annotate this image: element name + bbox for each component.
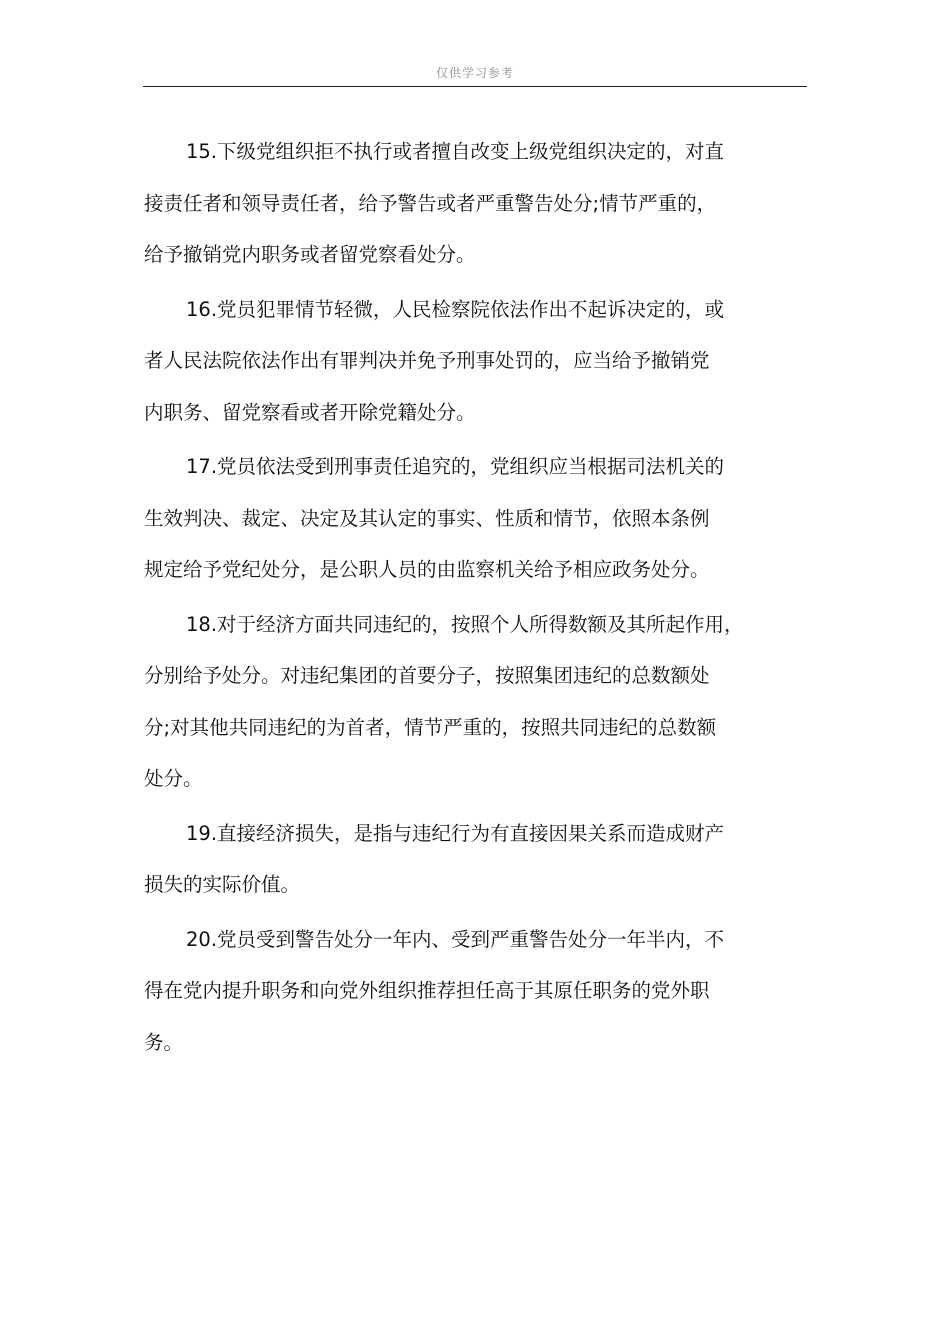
- paragraph-line: 分;对其他共同违纪的为首者，情节严重的，按照共同违纪的总数额: [144, 715, 717, 739]
- paragraph-16: [144, 284, 812, 439]
- paragraph-line: 接责任者和领导责任者，给予警告或者严重警告处分;情节严重的，: [144, 191, 717, 215]
- header-text: 仅供学习参考: [435, 66, 514, 80]
- paragraph-line: 16.党员犯罪情节轻微，人民检察院依法作出不起诉决定的，或: [186, 297, 725, 321]
- paragraph-19: [144, 808, 812, 911]
- paragraph-line: 损失的实际价值。: [144, 873, 301, 896]
- paragraph-line: 生效判决、裁定、决定及其认定的事实、性质和情节，依照本条例: [144, 506, 710, 530]
- paragraph-line: 20.党员受到警告处分一年内、受到严重警告处分一年半内，不: [186, 927, 725, 951]
- paragraph-line: 15.下级党组织拒不执行或者擅自改变上级党组织决定的，对直: [186, 140, 725, 163]
- paragraph-line: 19.直接经济损失，是指与违纪行为有直接因果关系而造成财产: [186, 821, 725, 845]
- page-header: [143, 62, 807, 87]
- paragraph-line: 内职务、留党察看或者开除党籍处分。: [144, 400, 476, 424]
- paragraph-line: 17.党员依法受到刑事责任追究的，党组织应当根据司法机关的: [186, 455, 725, 478]
- paragraph-line: 得在党内提升职务和向党外组织推荐担任高于其原任职务的党外职: [144, 979, 710, 1002]
- paragraph-line: 规定给予党纪处分，是公职人员的由监察机关给予相应政务处分。: [144, 558, 710, 581]
- paragraph-line: 者人民法院依法作出有罪判决并免予刑事处罚的，应当给予撤销党: [144, 349, 710, 372]
- paragraph-15: [144, 126, 812, 281]
- paragraph-line: 18.对于经济方面共同违纪的，按照个人所得数额及其所起作用，: [186, 612, 744, 636]
- paragraph-20: [144, 914, 812, 1069]
- paragraph-line: 分别给予处分。对违纪集团的首要分子，按照集团违纪的总数额处: [144, 664, 710, 687]
- paragraph-line: 处分。: [144, 767, 203, 790]
- paragraph-18: [144, 599, 812, 805]
- paragraph-line: 给予撤销党内职务或者留党察看处分。: [144, 243, 476, 266]
- document-body: [144, 126, 812, 1071]
- paragraph-line: 务。: [144, 1030, 184, 1054]
- paragraph-17: [144, 441, 812, 596]
